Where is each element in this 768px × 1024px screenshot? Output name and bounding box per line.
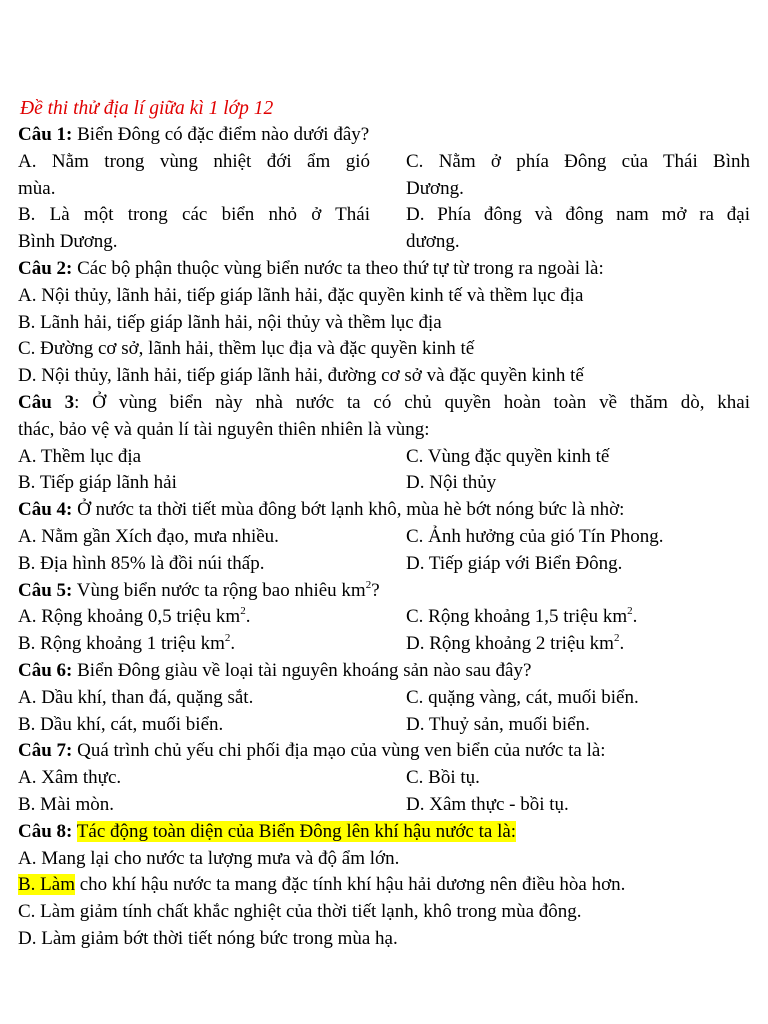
question-1 xyxy=(18,122,750,149)
question-2 xyxy=(18,256,750,283)
q6-option-d[interactable]: D. Thuỷ sản, muối biển. xyxy=(406,713,590,735)
q7-options-row-2 xyxy=(18,792,750,819)
question-label: Câu 5: xyxy=(18,579,73,601)
q3-options-row-1 xyxy=(18,444,750,471)
question-4 xyxy=(18,497,750,524)
q5-options-row-1 xyxy=(18,604,750,631)
q3-option-c[interactable]: C. Vùng đặc quyền kinh tế xyxy=(406,445,610,467)
question-label: Câu 2: xyxy=(18,257,73,279)
q1-options-row-1 xyxy=(18,149,750,203)
q6-options-row-2 xyxy=(18,712,750,739)
q7-option-b[interactable]: B. Mài mòn. xyxy=(18,793,115,815)
q7-option-a[interactable]: A. Xâm thực. xyxy=(18,767,122,789)
q4-options-row-2 xyxy=(18,551,750,578)
q3-option-b[interactable]: B. Tiếp giáp lãnh hải xyxy=(18,472,177,494)
question-label: Câu 7: xyxy=(18,740,73,762)
q2-option-c[interactable]: C. Đường cơ sở, lãnh hải, thềm lục địa và đặc quyền kinh tế xyxy=(18,338,475,360)
q1-option-d[interactable]: D. Phía đông và đông nam mở ra đại dương. xyxy=(406,204,750,253)
q6-option-c[interactable]: C. quặng vàng, cát, muối biển. xyxy=(406,686,639,708)
exam-page xyxy=(18,96,750,953)
q2-option-b[interactable]: B. Lãnh hải, tiếp giáp lãnh hải, nội thủy và thềm lục địa xyxy=(18,311,442,333)
q6-options-row-1 xyxy=(18,685,750,712)
q4-option-d[interactable]: D. Tiếp giáp với Biển Đông. xyxy=(406,552,623,574)
question-5: Câu 5: Vùng biển nước ta rộng bao nhiêu $km^2$? xyxy=(18,578,380,601)
q5-option-b[interactable]: B. Rộng khoảng 1 triệu $km^2$. xyxy=(18,632,236,655)
q7-option-d[interactable]: D. Xâm thực - bồi tụ. xyxy=(406,793,569,815)
q7-options-row-1 xyxy=(18,765,750,792)
q3-option-d[interactable]: D. Nội thủy xyxy=(406,472,497,494)
q4-options-row-1 xyxy=(18,524,750,551)
question-text: : Ở vùng biển này nhà nước ta có chủ quyền hoàn toàn về thăm dò, khai xyxy=(74,391,750,413)
q5-options-row-2 xyxy=(18,631,750,658)
question-text: Các bộ phận thuộc vùng biển nước ta theo thứ tự từ trong ra ngoài là: xyxy=(72,257,604,279)
question-text-cont: thác, bảo vệ và quản lí tài nguyên thiên nhiên là vùng: xyxy=(18,418,430,440)
q3-option-a[interactable]: A. Thềm lục địa xyxy=(18,445,142,467)
question-text: Biển Đông có đặc điểm nào dưới đây? xyxy=(72,124,370,145)
q2-option-d[interactable]: D. Nội thủy, lãnh hải, tiếp giáp lãnh hải, đường cơ sở và đặc quyền kinh tế xyxy=(18,365,584,387)
superscript: 2 xyxy=(365,578,372,591)
q6-option-b[interactable]: B. Dầu khí, cát, muối biển. xyxy=(18,713,224,735)
q3-options-row-2 xyxy=(18,470,750,497)
question-text: Biển Đông giàu về loại tài nguyên khoáng sản nào sau đây? xyxy=(72,659,532,681)
question-label: Câu 1: xyxy=(18,124,73,145)
exam-title: Đề thi thử địa lí giữa kì 1 lớp 12 xyxy=(20,98,274,119)
q4-option-b[interactable]: B. Địa hình 85% là đồi núi thấp. xyxy=(18,552,265,574)
q1-options-row-2 xyxy=(18,202,750,256)
question-text: Quá trình chủ yếu chi phối địa mạo của vùng ven biển của nước ta là: xyxy=(72,740,606,762)
question-7 xyxy=(18,738,750,765)
q8-option-b[interactable]: B. Làm cho khí hậu nước ta mang đặc tính khí hậu hải dương nên điều hòa hơn. xyxy=(18,874,626,896)
q8-option-c[interactable]: C. Làm giảm tính chất khắc nghiệt của thời tiết lạnh, khô trong mùa đông. xyxy=(18,901,582,923)
highlighted-question-text: Tác động toàn diện của Biển Đông lên khí hậu nước ta là: xyxy=(76,820,517,842)
question-label: Câu 6: xyxy=(18,659,73,681)
q1-option-c[interactable]: C. Nằm ở phía Đông của Thái Bình Dương. xyxy=(406,150,750,199)
question-text: Ở nước ta thời tiết mùa đông bớt lạnh khô, mùa hè bớt nóng bức là nhờ: xyxy=(72,499,625,521)
q2-option-a[interactable]: A. Nội thủy, lãnh hải, tiếp giáp lãnh hải, đặc quyền kinh tế và thềm lục địa xyxy=(18,284,584,306)
q5-option-d[interactable]: D. Rộng khoảng 2 triệu $km^2$. xyxy=(406,632,625,655)
question-text: Vùng biển nước ta rộng bao nhiêu km xyxy=(72,579,366,601)
q4-option-c[interactable]: C. Ảnh hưởng của gió Tín Phong. xyxy=(406,525,664,547)
question-label: Câu 4: xyxy=(18,499,73,521)
question-label: Câu 8: xyxy=(18,820,73,842)
q8-option-a[interactable]: A. Mang lại cho nước ta lượng mưa và độ ẩm lớn. xyxy=(18,847,400,869)
q5-option-a[interactable]: A. Rộng khoảng 0,5 triệu $km^2$. xyxy=(18,605,251,628)
q1-option-a[interactable]: A. Nằm trong vùng nhiệt đới ẩm gió mùa. xyxy=(18,150,370,199)
q8-option-d[interactable]: D. Làm giảm bớt thời tiết nóng bức trong mùa hạ. xyxy=(18,927,398,949)
q7-option-c[interactable]: C. Bồi tụ. xyxy=(406,767,480,789)
question-label: Câu 3 xyxy=(18,391,75,413)
q4-option-a[interactable]: A. Nằm gần Xích đạo, mưa nhiều. xyxy=(18,525,279,547)
question-3 xyxy=(18,390,750,444)
q1-option-b[interactable]: B. Là một trong các biển nhỏ ở Thái Bình Dương. xyxy=(18,204,370,253)
question-8 xyxy=(18,819,750,846)
q6-option-a[interactable]: A. Dầu khí, than đá, quặng sắt. xyxy=(18,686,254,708)
question-6 xyxy=(18,658,750,685)
q5-option-c[interactable]: C. Rộng khoảng 1,5 triệu $km^2$. xyxy=(406,605,638,628)
highlighted-answer: B. Làm xyxy=(18,874,75,896)
